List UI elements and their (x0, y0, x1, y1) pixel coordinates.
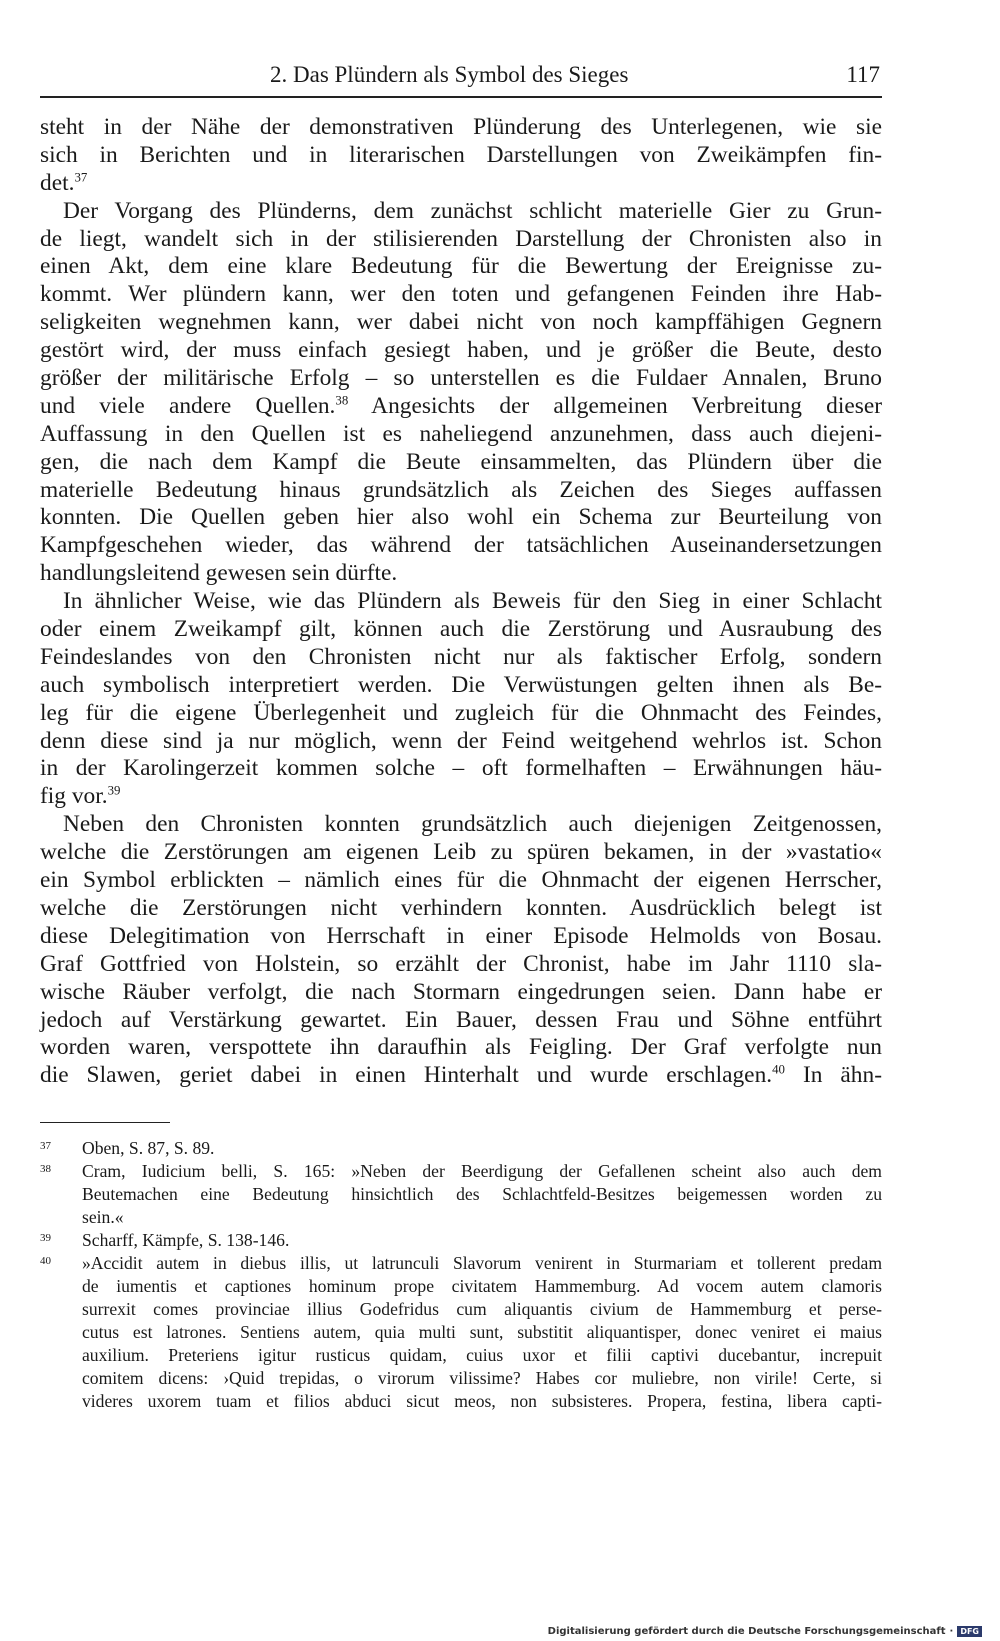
text-line (40, 616, 882, 644)
line-text: det. (40, 169, 75, 196)
footnote-divider (40, 1122, 170, 1123)
text-line (40, 839, 882, 867)
line-text: worden waren, verspottete ihn daraufhin als Feigling. Der Graf verfolgte nun (40, 1034, 882, 1061)
text-line (40, 365, 882, 393)
text-line (40, 1062, 882, 1090)
line-text: steht in der Nähe der demonstrativen Plünderung des Unterlegenen, wie sie (40, 114, 882, 140)
line-text: die Slawen, geriet dabei in einen Hinterhalt und wurde erschlagen. (40, 1062, 773, 1089)
text-line (40, 1007, 882, 1035)
line-text: welche die Zerstörungen am eigenen Leib zu spüren bekamen, in der »vastatio« (40, 839, 882, 866)
text-line (40, 449, 882, 477)
text-line (40, 421, 882, 449)
text-line (40, 672, 882, 700)
text-line (40, 253, 882, 281)
line-text: Der Vorgang des Plünderns, dem zunächst schlicht materielle Gier zu Grun- (63, 197, 882, 224)
footnote-number: 40 (40, 1255, 51, 1268)
footnote-line: Scharff, Kämpfe, S. 138-146. (82, 1230, 290, 1251)
line-text: handlungsleitend gewesen sein dürfte. (40, 560, 398, 587)
text-line (40, 337, 882, 365)
text-line (40, 811, 882, 839)
line-text: Graf Gottfried von Holstein, so erzählt der Chronist, habe im Jahr 1110 sla- (40, 950, 882, 977)
line-text: Kampfgeschehen wieder, das während der tatsächlichen Auseinandersetzungen (40, 532, 882, 559)
text-line (40, 170, 882, 198)
text-line (40, 560, 882, 588)
book-page (40, 62, 882, 1413)
footnotes (40, 1137, 882, 1413)
footnote (40, 1160, 882, 1229)
text-line (40, 532, 882, 560)
line-text: denn diese sind ja nur möglich, wenn der Feind weitgehend wehrlos ist. Schon (40, 727, 882, 754)
text-line (40, 728, 882, 756)
text-line (40, 867, 882, 895)
line-text: größer der militärische Erfolg – so unterstellen es die Fuldaer Annalen, Bruno (40, 365, 882, 392)
text-line (40, 114, 882, 142)
running-title: 2. Das Plündern als Symbol des Sieges (270, 62, 629, 87)
line-text: Neben den Chronisten konnten grundsätzlich auch diejenigen Zeitgenossen, (63, 811, 882, 838)
line-text: seligkeiten wegnehmen kann, wer dabei nicht von noch kampffähigen Gegnern (40, 309, 882, 336)
text-line (40, 783, 882, 811)
text-line (40, 142, 882, 170)
line-text-after: In ähn- (784, 1062, 882, 1089)
line-text: kommt. Wer plündern kann, wer den toten und gefangenen Feinden ihre Hab- (40, 281, 882, 308)
footnote-ref[interactable]: 40 (772, 1062, 785, 1077)
text-line (40, 477, 882, 505)
main-text (40, 114, 882, 1090)
digitization-credit: Digitalisierung gefördert durch die Deutsche Forschungsgemeinschaft · DFG (548, 1626, 982, 1637)
footnote-line: Beutemachen eine Bedeutung hinsichtlich des Schlachtfeld-Besitzes beigemessen worden zu (82, 1184, 882, 1205)
text-line (40, 1034, 882, 1062)
footnote-line: comitem dicens: ›Quid trepidas, o virorum vilissime? Habes cor muliebre, non virile! Certe, si (82, 1368, 882, 1389)
line-text: materielle Bedeutung hinaus grundsätzlich als Zeichen des Sieges auffassen (40, 476, 882, 503)
text-line (40, 644, 882, 672)
line-text: Auffassung in den Quellen ist es naheliegend anzunehmen, dass auch diejeni- (40, 420, 882, 447)
line-text: auch symbolisch interpretiert werden. Die Verwüstungen gelten ihnen als Be- (40, 671, 882, 698)
line-text: jedoch auf Verstärkung gewartet. Ein Bauer, dessen Frau und Söhne entführt (40, 1006, 882, 1033)
line-text: konnten. Die Quellen geben hier also wohl ein Schema zur Beurteilung von (40, 504, 882, 531)
footnote (40, 1252, 882, 1413)
text-line (40, 393, 882, 421)
line-text: und viele andere Quellen. (40, 392, 336, 419)
text-line (40, 309, 882, 337)
line-text: in der Karolingerzeit kommen solche – oft formelhaften – Erwähnungen häu- (40, 755, 882, 782)
footnote-line: Cram, Iudicium belli, S. 165: »Neben der Beerdigung der Gefallenen scheint also auch dem (82, 1161, 882, 1182)
text-line (40, 979, 882, 1007)
footnote-line: de iumentis et captiones hominum prope civitatem Hammemburg. Ad vocem autem clamoris (82, 1276, 882, 1297)
footnote-ref[interactable]: 37 (74, 170, 88, 185)
footnote-number: 38 (40, 1163, 51, 1176)
line-text: welche die Zerstörungen nicht verhindern konnten. Ausdrücklich belegt ist (40, 894, 882, 921)
line-text: leg für die eigene Überlegenheit und zugleich für die Ohnmacht des Feindes, (40, 699, 882, 726)
text-line (40, 281, 882, 309)
line-text: oder einem Zweikampf gilt, können auch die Zerstörung und Ausraubung des (40, 616, 882, 643)
line-text: de liegt, wandelt sich in der stilisierenden Darstellung der Chronisten also in (40, 225, 882, 252)
footnote-line: »Accidit autem in diebus illis, ut latrunculi Slavorum venirent in Sturmariam et tollerent predam (82, 1253, 882, 1274)
footnote-number: 37 (40, 1140, 51, 1153)
line-text: In ähnlicher Weise, wie das Plündern als Beweis für den Sieg in einer Schlacht (63, 588, 882, 615)
text-line (40, 226, 882, 254)
footnote-line: auxilium. Preteriens igitur rusticus quidam, cuius uxor et filii captivi ducebantur, increpuit (82, 1345, 882, 1366)
text-line (40, 923, 882, 951)
text-line (40, 198, 882, 226)
running-header (40, 62, 882, 98)
text-line (40, 588, 882, 616)
footnote-line: cutus est latrones. Sentiens autem, quia multi sunt, substitit aliquantisper, donec veniret ei maius (82, 1322, 882, 1343)
line-text: wische Räuber verfolgt, die nach Stormarn eingedrungen seien. Dann habe er (40, 978, 882, 1005)
footnote-number: 39 (40, 1232, 51, 1245)
footnote-ref[interactable]: 39 (107, 784, 121, 799)
line-text: einen Akt, dem eine klare Bedeutung für die Bewertung der Ereignisse zu- (40, 253, 882, 280)
text-line (40, 700, 882, 728)
footnote-line: Oben, S. 87, S. 89. (82, 1138, 215, 1159)
line-text: gen, die nach dem Kampf die Beute einsammelten, das Plündern über die (40, 448, 882, 475)
page-number: 117 (846, 62, 880, 87)
footnote-ref[interactable]: 38 (335, 393, 349, 408)
footnote-line: videres uxorem tuam et filios abduci sicut meos, non subsisteres. Propera, festina, libera capti- (82, 1391, 882, 1412)
dfg-logo: DFG (957, 1626, 982, 1637)
line-text: ein Symbol erblickten – nämlich eines für die Ohnmacht der eigenen Herrscher, (40, 867, 882, 894)
text-line (40, 895, 882, 923)
footnote (40, 1229, 882, 1252)
text-line (40, 755, 882, 783)
text-line (40, 504, 882, 532)
line-text: fig vor. (40, 783, 108, 810)
line-text: gestört wird, der muss einfach gesiegt haben, und je größer die Beute, desto (40, 337, 882, 364)
credit-text: Digitalisierung gefördert durch die Deutsche Forschungsgemeinschaft (547, 1626, 946, 1637)
footnote-line: surrexit comes provinciae illius Godefridus cum aliquantis civium de Hammemburg et perse- (82, 1299, 882, 1320)
line-text: sich in Berichten und in literarischen Darstellungen von Zweikämpfen fin- (40, 141, 882, 168)
text-line (40, 951, 882, 979)
footnote (40, 1137, 882, 1160)
line-text: diese Delegitimation von Herrschaft in einer Episode Helmolds von Bosau. (40, 922, 882, 949)
footnote-line: sein.« (82, 1207, 124, 1228)
line-text-after: Angesichts der allgemeinen Verbreitung dieser (348, 392, 882, 419)
line-text: Feindeslandes von den Chronisten nicht nur als faktischer Erfolg, sondern (40, 643, 882, 670)
